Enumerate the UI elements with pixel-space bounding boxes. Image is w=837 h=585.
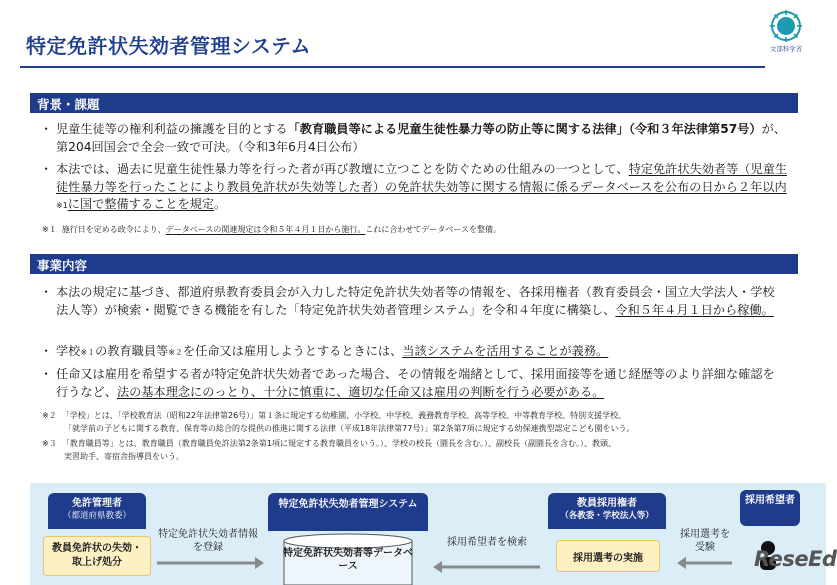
- database-cylinder: [283, 533, 413, 585]
- left-arrow-icon: [676, 556, 734, 570]
- footnote-2: ※２ 「学校」とは、「学校教育法（昭和22年法律第26号）」第１条に規定する幼稚園、小学校、中学校、義務教育学校、高等学校、中等教育学校、特別支援学校、 「就学前の子どもに関する教育、保育等の総合的な提供の推進に関する法律（平成18年法律第77号）」第2条第7項に規定する幼保連携型認定こども園をいう。: [42, 411, 635, 433]
- search-label: 採用希望者を検索: [447, 537, 527, 548]
- license-admin-box: 免許管理者 （都道府県教委）: [48, 493, 146, 529]
- section-heading-background: 背景・課題: [30, 93, 798, 113]
- database-label: 特定免許状失効者等データベース: [283, 548, 413, 572]
- logo-text: 文部科学省: [769, 45, 803, 53]
- bullet-icon: ・: [40, 162, 53, 176]
- bullet-icon: ・: [40, 285, 53, 299]
- left-arrow-icon: [432, 560, 542, 574]
- project-paragraph-2: ・ 学校※１の教育職員等※２を任命又は雇用しようとするときには、当該システムを活用することが義務。: [40, 343, 785, 362]
- revocation-action-box: 教員免許状の失効・取上げ処分: [43, 536, 151, 576]
- bullet-icon: ・: [40, 344, 53, 358]
- section-heading-project: 事業内容: [30, 254, 798, 274]
- background-paragraph-1: ・ 児童生徒等の権利利益の擁護を目的とする「教育職員等による児童生徒性暴力等の防止等に関する法律」（令和３年法律第57号）が、第204回国会で全会一致で可決。（令和3年6月4日公布）: [40, 122, 786, 154]
- ministry-logo: [764, 10, 808, 66]
- mext-emblem-icon: [770, 10, 802, 42]
- employer-box: 教員採用権者 （各教委・学校法人等）: [548, 493, 666, 529]
- register-label: 特定免許状失効者情報を登録: [158, 529, 258, 553]
- footnote-3: ※３ 「教育職員等」とは、教育職員（教育職員免許法第2条第1項に規定する教育職員をいう。）、学校の校長（園長を含む。）、副校長（副園長を含む。）、教頭、 実習助手、寄宿舎指導員をいう。: [42, 439, 616, 461]
- bullet-icon: ・: [40, 122, 53, 136]
- footnote-1: ※１ 施行日を定める政令により、データベースの関連規定は令和５年４月１日から施行。これに合わせてデータベースを整備。: [42, 225, 502, 234]
- title-divider: [20, 66, 765, 68]
- right-arrow-icon: [155, 556, 265, 570]
- system-box: 特定免許状失効者管理システム: [268, 493, 428, 531]
- site-watermark: ReseEd: [754, 547, 837, 571]
- applicant-box: 採用希望者: [740, 490, 800, 526]
- project-paragraph-1: ・ 本法の規定に基づき、都道府県教育委員会が入力した特定免許状失効者等の情報を、各採用権者（教育委員会・国立大学法人・学校法人等）が検索・閲覧できる機能を有した「特定免許状失効者管理システム」を令和４年度に構築し、令和５年４月１日から稼働。: [40, 285, 775, 317]
- project-paragraph-3: ・ 任命又は雇用を希望する者が特定免許状失効者であった場合、その情報を端緒として、採用面接等を通じ経歴等のより詳細な確認を行うなど、法の基本理念にのっとり、十分に慎重に、適切な任命又は雇用の判断を行う必要がある。: [40, 367, 775, 399]
- apply-label: 採用選考を受験: [680, 529, 730, 553]
- background-paragraph-2: ・ 本法では、過去に児童生徒性暴力等を行った者が再び教壇に立つことを防ぐための仕組みの一つとして、特定免許状失効者等（児童生徒性暴力等を行ったことにより教員免許状が失効等した者）の免許状失効等に関する情報に係るデータベースを公布の日から２年以内※1に国で整備することを規定。: [40, 162, 788, 211]
- selection-action-box: 採用選考の実施: [556, 540, 660, 572]
- bullet-icon: ・: [40, 367, 53, 381]
- page-title: 特定免許状失効者管理システム: [26, 34, 311, 58]
